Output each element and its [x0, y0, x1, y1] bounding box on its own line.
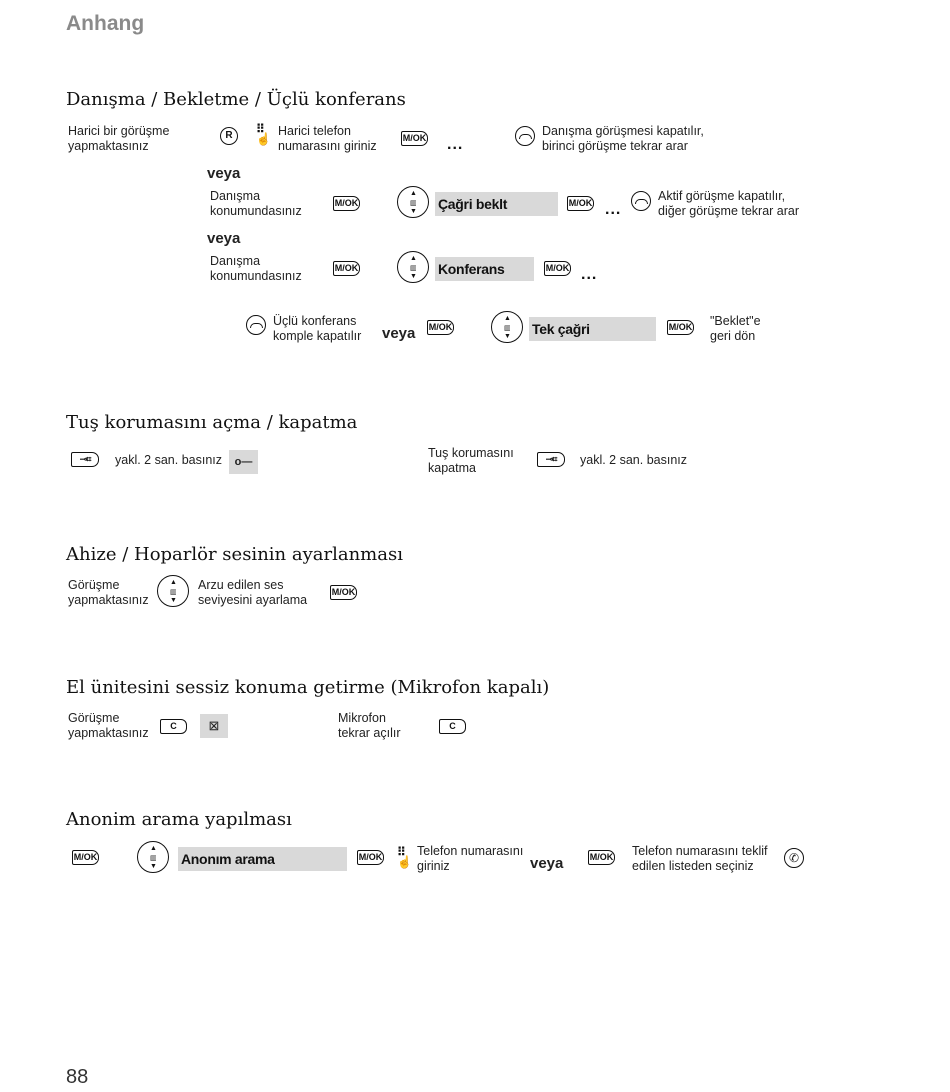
section-title-mute: El ünitesini sessiz konuma getirme (Mikrofon kapalı): [66, 677, 550, 698]
or-label: veya: [207, 165, 241, 182]
lock-display-icon: o—: [229, 450, 258, 474]
mic-on-label: Mikrofon tekrar açılır: [338, 711, 401, 740]
menu-ok-key-icon: M/OK: [427, 320, 454, 335]
nav-key-icon: ▲ ▥ ▼: [397, 251, 429, 283]
end-text2: Aktif görüşme kapatılır, diğer görüşme tekrar arar: [658, 189, 800, 218]
row3-label: Danışma konumundasınız: [210, 254, 302, 283]
continue-dots: ...: [581, 266, 598, 283]
or-label: veya: [207, 230, 241, 247]
dial-text: Harici telefon numarasını giriniz: [278, 124, 377, 153]
c-key-icon: C: [160, 719, 187, 734]
menu-ok-key-icon: M/OK: [567, 196, 594, 211]
end-call-icon: [515, 126, 535, 146]
nav-key-icon: ▲ ▥ ▼: [397, 186, 429, 218]
nav-key-icon: ▲ ▥ ▼: [157, 575, 189, 607]
menu-ok-key-icon: M/OK: [401, 131, 428, 146]
section-title-consult: Danışma / Bekletme / Üçlü konferans: [66, 89, 406, 110]
mute-label: Görüşme yapmaktasınız: [68, 711, 149, 740]
press-text2: yakl. 2 san. basınız: [580, 453, 688, 467]
volume-label: Görüşme yapmaktasınız: [68, 578, 149, 607]
menu-ok-key-icon: M/OK: [588, 850, 615, 865]
menu-ok-key-icon: M/OK: [330, 585, 357, 600]
menu-ok-key-icon: M/OK: [357, 850, 384, 865]
enter-number-text: Telefon numarasını giriniz: [417, 844, 524, 873]
end-call-icon: [631, 191, 651, 211]
end-call-icon: [246, 315, 266, 335]
call-key-icon: ✆: [784, 848, 804, 868]
r-key-icon: R: [220, 127, 238, 145]
menu-ok-key-icon: M/OK: [333, 196, 360, 211]
keypad-icon: ⠿ ☝: [397, 845, 412, 869]
press-text: yakl. 2 san. basınız: [115, 453, 223, 467]
row1-label: Harici bir görüşme yapmaktasınız: [68, 124, 170, 153]
menu-ok-key-icon: M/OK: [544, 261, 571, 276]
keypad-icon: ⠿ ☝: [256, 122, 271, 146]
menu-ok-key-icon: M/OK: [72, 850, 99, 865]
menu-ok-key-icon: M/OK: [667, 320, 694, 335]
display-anonymous: Anonım arama: [178, 847, 347, 871]
continue-dots: ...: [447, 136, 464, 153]
display-conference: Konferans: [435, 257, 534, 281]
select-list-text: Telefon numarasını teklif edilen listeden seçiniz: [632, 844, 768, 873]
continue-dots: ...: [605, 201, 622, 218]
adjust-text: Arzu edilen ses seviyesini ayarlama: [198, 578, 308, 607]
or-label: veya: [530, 855, 564, 872]
lock-key-icon: ⊸⌗: [71, 452, 99, 467]
page-header: Anhang: [66, 12, 145, 35]
display-hold: Çağri beklt: [435, 192, 558, 216]
section-title-anonymous: Anonim arama yapılması: [66, 809, 292, 830]
page-number: 88: [66, 1066, 89, 1088]
end-text1: Danışma görüşmesi kapatılır, birinci görüşme tekrar arar: [542, 124, 704, 153]
menu-ok-key-icon: M/OK: [333, 261, 360, 276]
section-title-keylock: Tuş korumasını açma / kapatma: [66, 412, 358, 433]
row2-label: Danışma konumundasınız: [210, 189, 302, 218]
lock-key-icon: ⊸⌗: [537, 452, 565, 467]
conf-end-text: Üçlü konferans komple kapatılır: [273, 314, 362, 343]
display-single-call: Tek çağri: [529, 317, 656, 341]
return-hold-text: "Beklet"e geri dön: [710, 314, 761, 343]
c-key-icon: C: [439, 719, 466, 734]
section-title-volume: Ahize / Hoparlör sesinin ayarlanması: [66, 544, 403, 565]
nav-key-icon: ▲ ▥ ▼: [491, 311, 523, 343]
or-label: veya: [382, 325, 416, 342]
lock-off-label: Tuş korumasını kapatma: [428, 446, 514, 475]
mute-display-icon: ⊠: [200, 714, 228, 738]
nav-key-icon: ▲ ▥ ▼: [137, 841, 169, 873]
